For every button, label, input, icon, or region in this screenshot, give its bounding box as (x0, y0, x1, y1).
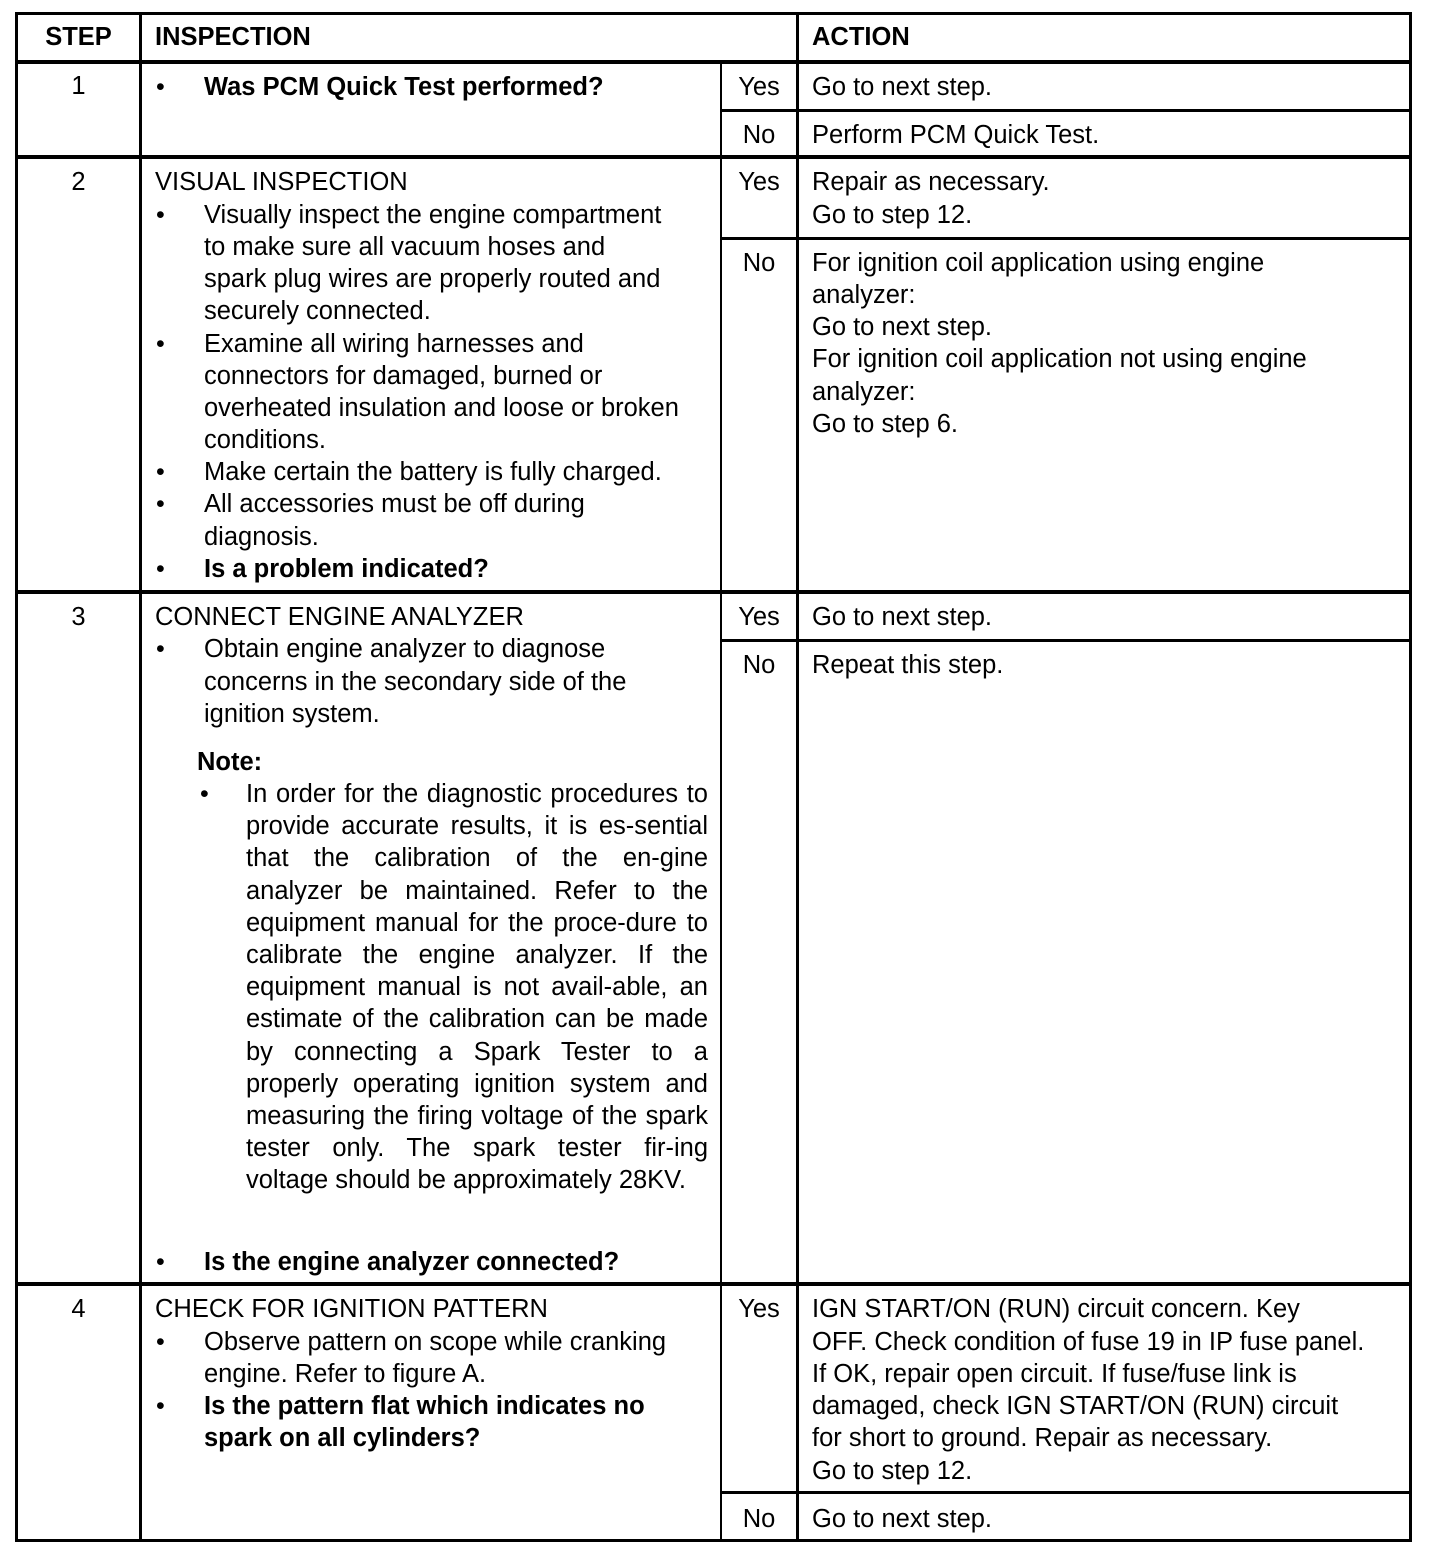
action-text: Go to next step. (812, 1505, 993, 1533)
action-text: If OK, repair open circuit. If fuse/fuse link is (812, 1360, 1297, 1388)
step-2-bottom-rule (15, 590, 1412, 594)
action-text: Perform PCM Quick Test. (812, 121, 1100, 149)
bullet-line: ignition system. (204, 700, 380, 728)
header-step: STEP (45, 23, 112, 51)
answer-no: No (742, 651, 776, 679)
step-number: 4 (71, 1295, 86, 1323)
action-text: IGN START/ON (RUN) circuit concern. Key (812, 1295, 1300, 1323)
header-rule (15, 60, 1412, 64)
bullet-line: Observe pattern on scope while cranking (204, 1328, 667, 1356)
bullet-icon: • (156, 555, 165, 583)
action-text: Go to next step. (812, 313, 993, 341)
action-text: analyzer: (812, 281, 916, 309)
bullet-icon: • (156, 330, 165, 358)
action-text: damaged, check IGN START/ON (RUN) circuit (812, 1392, 1339, 1420)
note-label: Note: (197, 748, 263, 776)
step-1-split-rule (720, 109, 1412, 112)
action-text: analyzer: (812, 378, 916, 406)
answer-no: No (742, 249, 776, 277)
step-question: Is the pattern flat which indicates no (204, 1392, 645, 1420)
action-text: Go to step 12. (812, 201, 973, 229)
step-question: spark on all cylinders? (204, 1424, 481, 1452)
step-title: VISUAL INSPECTION (155, 168, 408, 196)
step-question: Was PCM Quick Test performed? (204, 73, 604, 101)
header-inspection: INSPECTION (155, 23, 311, 51)
bullet-line: overheated insulation and loose or broken (204, 394, 679, 422)
step-3-split-rule (720, 639, 1412, 642)
bullet-icon: • (156, 1248, 165, 1276)
action-text: for short to ground. Repair as necessary. (812, 1424, 1273, 1452)
action-text: Go to next step. (812, 73, 993, 101)
bullet-line: diagnosis. (204, 523, 319, 551)
bullet-line: Visually inspect the engine compartment (204, 201, 662, 229)
action-column-rule (796, 12, 799, 1542)
bullet-icon: • (156, 73, 165, 101)
step-number: 2 (71, 168, 86, 196)
action-text: Repeat this step. (812, 651, 1004, 679)
step-2-split-rule (720, 237, 1412, 240)
bullet-line: spark plug wires are properly routed and (204, 265, 661, 293)
answer-yes: Yes (738, 73, 780, 101)
bullet-icon: • (156, 1392, 165, 1420)
answer-yes: Yes (738, 168, 780, 196)
action-text: For ignition coil application not using engine (812, 345, 1307, 373)
bullet-icon: • (156, 458, 165, 486)
step-number: 1 (71, 72, 86, 100)
action-text: Go to step 12. (812, 1457, 973, 1485)
step-column-rule (139, 12, 142, 1542)
bullet-icon: • (156, 635, 165, 663)
bullet-line: to make sure all vacuum hoses and (204, 233, 606, 261)
bullet-line: Examine all wiring harnesses and (204, 330, 584, 358)
step-title: CHECK FOR IGNITION PATTERN (155, 1295, 548, 1323)
bullet-icon: • (156, 201, 165, 229)
action-text: Go to next step. (812, 603, 993, 631)
bullet-line: Make certain the battery is fully charged. (204, 458, 662, 486)
bullet-line: engine. Refer to figure A. (204, 1360, 487, 1388)
step-question: Is the engine analyzer connected? (204, 1248, 620, 1276)
header-action: ACTION (812, 23, 910, 51)
step-1-bottom-rule (15, 155, 1412, 159)
bullet-icon: • (156, 1328, 165, 1356)
step-question: Is a problem indicated? (204, 555, 489, 583)
step-number: 3 (71, 603, 86, 631)
step-3-bottom-rule (15, 1282, 1412, 1286)
action-text: For ignition coil application using engine (812, 249, 1265, 277)
bullet-line: securely connected. (204, 297, 431, 325)
bullet-line: connectors for damaged, burned or (204, 362, 603, 390)
note-text: In order for the diagnostic procedures to provide accurate results, it is es-sential that the calibration of the en-gine analyzer be maintained. Refer to the equipment manual for the proce-dure to calibrate the engine analyzer. If the equipment manual is not avail-able, an estimate of the calibration can be made by connecting a Spark Tester to a properly operating ignition system and measuring the firing voltage of the spark tester only. The spark tester fir-ing voltage should be approximately 28KV. (246, 780, 708, 1195)
answer-yes: Yes (738, 603, 780, 631)
bullet-line: conditions. (204, 426, 326, 454)
bullet-icon: • (200, 780, 209, 808)
answer-no: No (742, 1505, 776, 1533)
answer-yes: Yes (738, 1295, 780, 1323)
step-title: CONNECT ENGINE ANALYZER (155, 603, 524, 631)
bullet-line: concerns in the secondary side of the (204, 668, 627, 696)
answer-no: No (742, 121, 776, 149)
action-text: Repair as necessary. (812, 168, 1050, 196)
action-text: OFF. Check condition of fuse 19 in IP fuse panel. (812, 1328, 1365, 1356)
action-text: Go to step 6. (812, 410, 959, 438)
bullet-icon: • (156, 490, 165, 518)
step-4-split-rule (720, 1491, 1412, 1494)
bullet-line: Obtain engine analyzer to diagnose (204, 635, 606, 663)
bullet-line: All accessories must be off during (204, 490, 585, 518)
